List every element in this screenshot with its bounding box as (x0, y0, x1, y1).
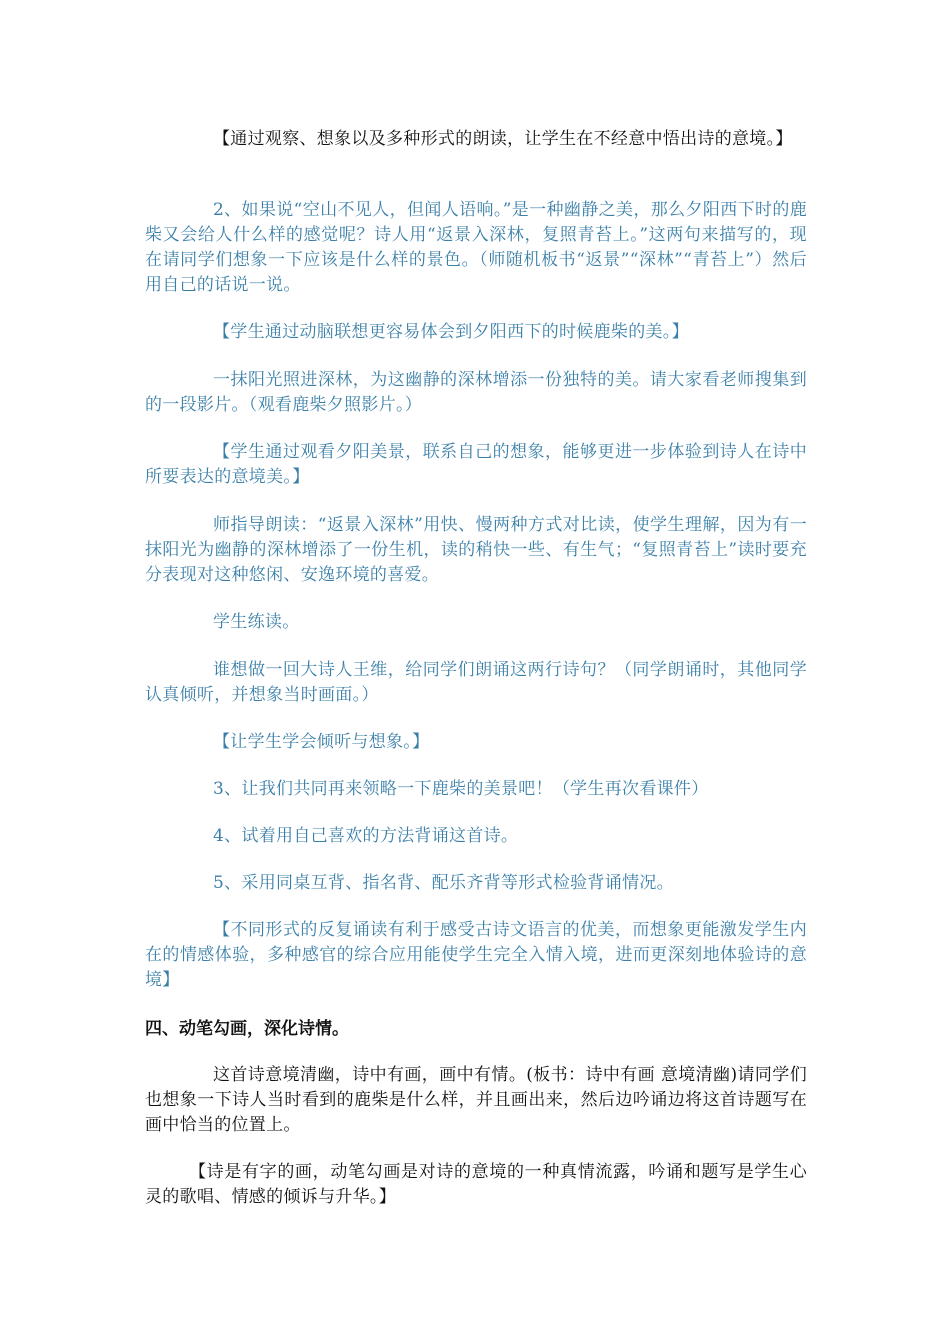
paragraph-objective-2: 【学生通过动脑联想更容易体会到夕阳西下的时候鹿柴的美。】 (213, 322, 689, 342)
section-heading-4: 四、动笔勾画，深化诗情。 (145, 1019, 349, 1039)
paragraph-step-5: 5、采用同桌互背、指名背、配乐齐背等形式检验背诵情况。 (213, 873, 674, 893)
paragraph-objective-3: 【学生通过观看夕阳美景，联系自己的想象，能够更进一步体验到诗人在诗中所要表达的意境美。】 (145, 442, 807, 487)
paragraph-objective-6: 【诗是有字的画，动笔勾画是对诗的意境的一种真情流露，吟诵和题写是学生心灵的歌唱、情感的倾诉与升华。】 (145, 1162, 807, 1207)
paragraph-objective-1: 【通过观察、想象以及多种形式的朗读，让学生在不经意中悟出诗的意境。】 (213, 129, 793, 149)
paragraph-practice: 学生练读。 (213, 612, 300, 632)
paragraph-reading-guidance: 师指导朗读：“返景入深林”用快、慢两种方式对比读，使学生理解，因为有一抹阳光为幽静的深林增添了一份生机，读的稍快一些、有生气；“复照青苔上”读时要充分表现对这种悠闲、安逸环境的喜爱。 (145, 515, 807, 585)
paragraph-recitation: 谁想做一回大诗人王维，给同学们朗诵这两行诗句？（同学朗诵时，其他同学认真倾听，并想象当时画面。） (145, 660, 807, 705)
paragraph-step-2: 2、如果说“空山不见人，但闻人语响。”是一种幽静之美，那么夕阳西下时的鹿柴又会给人什么样的感觉呢？诗人用“返景入深林，复照青苔上。”这两句来描写的，现在请同学们想象一下应该是什么样的景色。（师随机板书“返景”“深林”“青苔上”）然后用自己的话说一说。 (145, 200, 807, 295)
paragraph-step-4: 4、试着用自己喜欢的方法背诵这首诗。 (213, 826, 519, 846)
paragraph-objective-4: 【让学生学会倾听与想象。】 (213, 732, 430, 752)
paragraph-drawing-task: 这首诗意境清幽，诗中有画，画中有情。(板书：诗中有画 意境清幽)请同学们也想象一下诗人当时看到的鹿柴是什么样，并且画出来，然后边吟诵边将这首诗题写在画中恰当的位置上。 (145, 1065, 807, 1135)
paragraph-objective-5: 【不同形式的反复诵读有利于感受古诗文语言的优美，而想象更能激发学生内在的情感体验，多种感官的综合应用能使学生完全入情入境，进而更深刻地体验诗的意境】 (145, 920, 807, 990)
paragraph-step-3: 3、让我们共同再来领略一下鹿柴的美景吧！（学生再次看课件） (213, 779, 709, 799)
paragraph-sunlight: 一抹阳光照进深林，为这幽静的深林增添一份独特的美。请大家看老师搜集到的一段影片。（观看鹿柴夕照影片。） (145, 370, 807, 415)
